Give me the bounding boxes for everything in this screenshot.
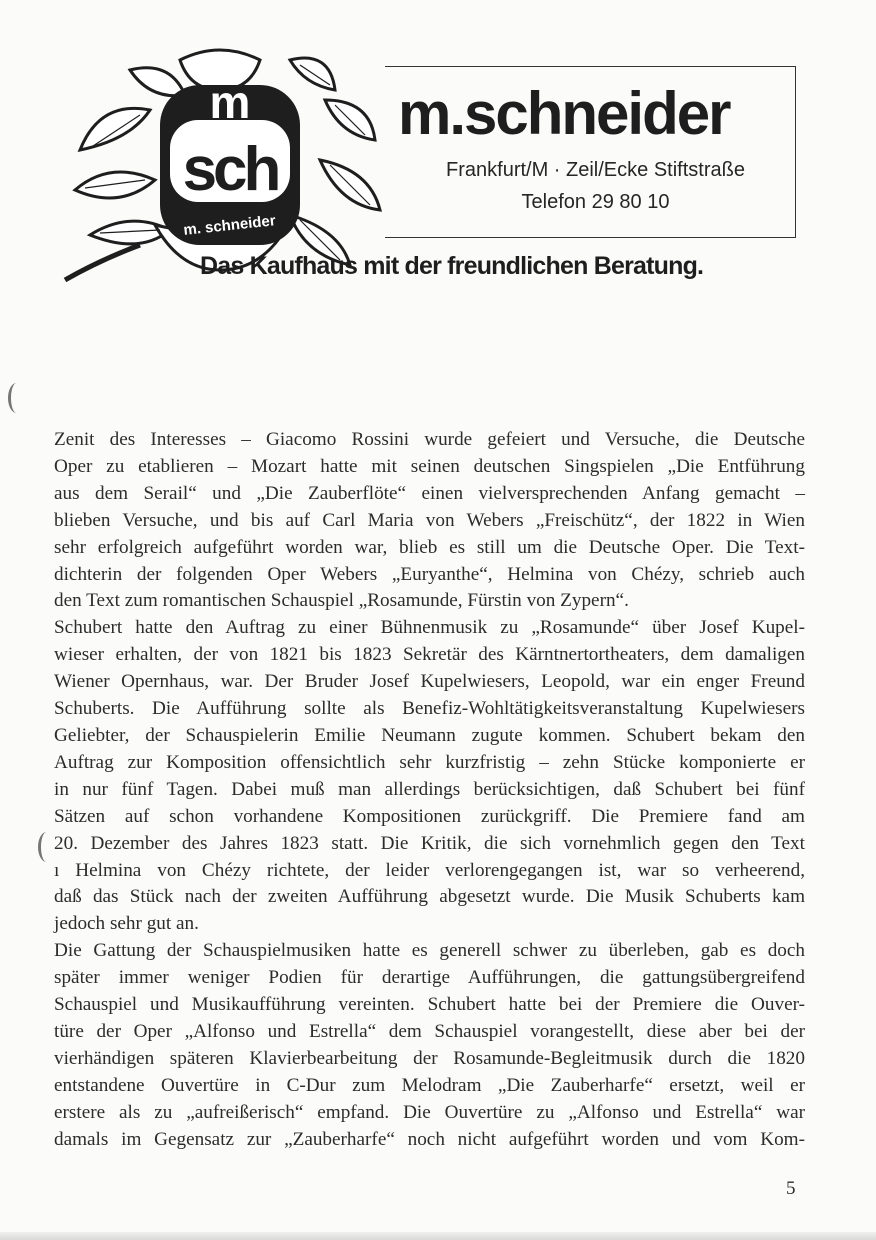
text-line: ı Helmina von Chézy richtete, der leider verlorengegangen ist, war so verheerend, <box>54 859 805 881</box>
text-line: Geliebter, der Schauspielerin Emilie Neumann zugute kommen. Schubert bekam den <box>54 724 805 746</box>
text-line: Sätzen auf schon vorhandene Kompositionen zurückgriff. Die Premiere fand am <box>54 805 805 827</box>
brand-name: m.schneider <box>398 80 730 147</box>
text-line: aus dem Serail“ und „Die Zauberflöte“ einen vielversprechenden Anfang gemacht – <box>54 482 805 504</box>
page-edge <box>0 1232 876 1240</box>
leaf <box>75 172 155 198</box>
text-line: Oper zu etablieren – Mozart hatte mit seinen deutschen Singspielen „Die Entführung <box>54 455 805 477</box>
text-line: 20. Dezember des Jahres 1823 statt. Die Kritik, die sich vornehmlich gegen den Text <box>54 832 805 854</box>
leaf <box>130 68 185 96</box>
text-line: in nur fünf Tagen. Dabei muß man allerdings berücksichtigen, daß Schubert bei fünf <box>54 778 805 800</box>
logo-monogram-main: sch <box>182 135 278 204</box>
store-phone: Telefon 29 80 10 <box>521 191 670 213</box>
text-line: Zenit des Interesses – Giacomo Rossini wurde gefeiert und Versuche, die Deutsche <box>54 429 805 450</box>
text-line: damals im Gegensatz zur „Zauberharfe“ noch nicht aufgeführt worden und vom Kom- <box>54 1128 805 1150</box>
logo-monogram-top: m <box>209 76 251 128</box>
text-line: jedoch sehr gut an. <box>54 913 199 935</box>
leaf <box>80 108 150 150</box>
binder-hole-mark <box>8 383 25 413</box>
article-body <box>54 427 805 1153</box>
advertisement <box>0 0 876 300</box>
text-line: dichterin der folgenden Oper Webers „Euryanthe“, Helmina von Chézy, schrieb auch <box>54 563 805 585</box>
text-line: Auftrag zur Komposition offensichtlich sehr kurzfristig – zehn Stücke komponierte er <box>54 751 805 773</box>
ad-slogan: Das Kaufhaus mit der freundlichen Beratung. <box>200 252 704 280</box>
text-line: entstandene Ouvertüre in C-Dur zum Melodram „Die Zauberharfe“ ersetzt, weil er <box>54 1074 805 1096</box>
text-line: türe der Oper „Alfonso und Estrella“ dem Schauspiel vorangestellt, diese aber bei der <box>54 1020 805 1042</box>
text-line: Schuberts. Die Aufführung sollte als Benefiz-Wohltätigkeitsveranstaltung Kupelwiesers <box>54 698 805 720</box>
text-line: Schubert hatte den Auftrag zu einer Bühnenmusik zu „Rosamunde“ über Josef Kupel- <box>54 617 805 639</box>
text-line: blieben Versuche, und bis auf Carl Maria von Webers „Freischütz“, der 1822 in Wien <box>54 509 805 531</box>
binder-hole-mark <box>38 832 55 862</box>
text-line: den Text zum romantischen Schauspiel „Rosamunde, Fürstin von Zypern“. <box>54 590 629 612</box>
text-line: daß das Stück nach der zweiten Aufführung abgesetzt wurde. Die Musik Schuberts kam <box>54 886 805 908</box>
text-line: erstere als zu „aufreißerisch“ empfand. Die Ouvertüre zu „Alfonso und Estrella“ war <box>54 1101 805 1123</box>
text-line: vierhändigen späteren Klavierbearbeitung der Rosamunde-Begleitmusik durch die 1820 <box>54 1047 805 1069</box>
text-line: Wiener Opernhaus, war. Der Bruder Josef Kupelwiesers, Leopold, war ein enger Freund <box>54 671 805 693</box>
page-number: 5 <box>786 1178 796 1199</box>
text-line: sehr erfolgreich aufgeführt worden war, blieb es still um die Deutsche Oper. Die Text- <box>54 536 805 558</box>
store-address: Frankfurt/M · Zeil/Ecke Stiftstraße <box>446 159 745 181</box>
text-line: Die Gattung der Schauspielmusiken hatte es generell schwer zu überleben, gab es doch <box>54 940 805 962</box>
text-line: später immer weniger Podien für derartige Aufführungen, die gattungsübergreifend <box>54 967 805 989</box>
text-line: wieser erhalten, der von 1821 bis 1823 Sekretär des Kärntnertortheaters, dem damaligen <box>54 644 805 666</box>
text-line: Schauspiel und Musikaufführung vereinten. Schubert hatte bei der Premiere die Ouver- <box>54 994 805 1016</box>
logo-caption: m. schneider <box>182 212 277 239</box>
